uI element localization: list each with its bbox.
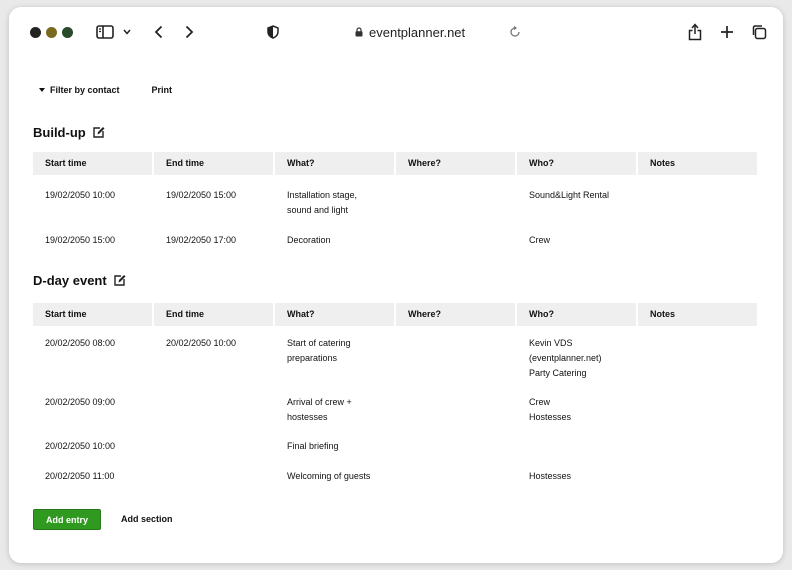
table-cell-start: 20/02/2050 11:00 xyxy=(45,471,115,481)
top-actions xyxy=(39,85,172,95)
maximize-window-dot[interactable] xyxy=(62,27,73,38)
table-row[interactable] xyxy=(33,439,759,454)
table-cell-start: 19/02/2050 15:00 xyxy=(45,235,116,245)
table-cell-who: Kevin VDS (eventplanner.net) Party Catering xyxy=(529,338,602,378)
table-row[interactable] xyxy=(33,233,759,248)
table-cell-end: 19/02/2050 15:00 xyxy=(166,190,237,200)
table-cell-end xyxy=(154,469,275,484)
address-bar[interactable] xyxy=(355,22,465,42)
table-cell-where xyxy=(396,469,517,484)
close-window-dot[interactable] xyxy=(30,27,41,38)
table-row[interactable] xyxy=(33,336,759,381)
table-cell-end: 19/02/2050 17:00 xyxy=(166,235,237,245)
table-cell-where xyxy=(396,188,517,218)
section-title xyxy=(33,125,105,140)
table-cell-what: Final briefing xyxy=(287,441,339,451)
column-header: Where? xyxy=(396,152,515,175)
table-cell-what: Arrival of crew + hostesses xyxy=(287,397,352,422)
table-cell-notes xyxy=(638,336,759,381)
browser-toolbar xyxy=(9,7,783,55)
table-cell-who: Crew xyxy=(529,235,551,245)
section-title-text: D-day event xyxy=(33,273,107,288)
schedule-table xyxy=(33,303,759,481)
new-tab-icon[interactable] xyxy=(719,21,735,43)
column-header: End time xyxy=(154,303,273,326)
add-entry-button[interactable]: Add entry xyxy=(33,509,101,530)
table-header xyxy=(33,303,759,326)
table-cell-notes xyxy=(638,233,759,248)
table-cell-notes xyxy=(638,439,759,454)
table-cell-end xyxy=(154,395,275,425)
table-cell-who: Hostesses xyxy=(529,471,572,481)
section-title xyxy=(33,273,126,288)
share-icon[interactable] xyxy=(687,21,703,43)
url-text: eventplanner.net xyxy=(369,24,466,40)
table-cell-start: 20/02/2050 10:00 xyxy=(45,441,116,451)
column-header: What? xyxy=(275,152,394,175)
sidebar-icon[interactable] xyxy=(95,21,115,43)
minimize-window-dot[interactable] xyxy=(46,27,57,38)
column-header: Start time xyxy=(33,152,152,175)
back-icon[interactable] xyxy=(151,21,165,43)
table-row[interactable] xyxy=(33,469,759,484)
section-title-text: Build-up xyxy=(33,125,86,140)
forward-icon[interactable] xyxy=(182,21,196,43)
table-cell-notes xyxy=(638,469,759,484)
filter-by-contact-button[interactable] xyxy=(39,85,120,95)
shield-icon[interactable] xyxy=(266,21,280,43)
reload-icon[interactable] xyxy=(508,21,522,43)
column-header: Start time xyxy=(33,303,152,326)
column-header: Who? xyxy=(517,303,636,326)
column-header: Where? xyxy=(396,303,515,326)
filter-label: Filter by contact xyxy=(50,85,120,95)
table-cell-who: Crew Hostesses xyxy=(529,397,572,422)
table-cell-start: 20/02/2050 08:00 xyxy=(45,338,116,348)
table-cell-start: 19/02/2050 10:00 xyxy=(45,190,116,200)
table-cell-where xyxy=(396,439,517,454)
table-cell-where xyxy=(396,336,517,381)
table-cell-where xyxy=(396,395,517,425)
table-cell-end xyxy=(154,439,275,454)
table-cell-end: 20/02/2050 10:00 xyxy=(166,338,237,348)
edit-section-icon[interactable] xyxy=(92,126,105,139)
column-header: Notes xyxy=(638,303,757,326)
table-cell-what: Decoration xyxy=(287,235,331,245)
table-cell-notes xyxy=(638,395,759,425)
column-header: Who? xyxy=(517,152,636,175)
table-cell-where xyxy=(396,233,517,248)
add-section-button[interactable]: Add section xyxy=(121,514,173,524)
table-row[interactable] xyxy=(33,188,759,218)
table-cell-who xyxy=(517,439,638,454)
edit-section-icon[interactable] xyxy=(113,274,126,287)
table-cell-start: 20/02/2050 09:00 xyxy=(45,397,116,407)
table-cell-what: Start of catering preparations xyxy=(287,338,351,363)
chevron-down-icon[interactable] xyxy=(121,21,133,43)
column-header: End time xyxy=(154,152,273,175)
caret-down-icon xyxy=(39,88,45,92)
tabs-overview-icon[interactable] xyxy=(751,21,767,43)
table-row[interactable] xyxy=(33,395,759,425)
column-header: What? xyxy=(275,303,394,326)
table-header xyxy=(33,152,759,175)
table-cell-who: Sound&Light Rental xyxy=(529,190,610,200)
table-cell-what: Welcoming of guests xyxy=(287,471,371,481)
table-cell-notes xyxy=(638,188,759,218)
browser-window xyxy=(9,7,783,563)
schedule-table xyxy=(33,152,759,245)
table-cell-what: Installation stage, sound and light xyxy=(287,190,358,215)
column-header: Notes xyxy=(638,152,757,175)
print-button[interactable]: Print xyxy=(151,85,173,95)
lock-icon xyxy=(355,27,363,37)
